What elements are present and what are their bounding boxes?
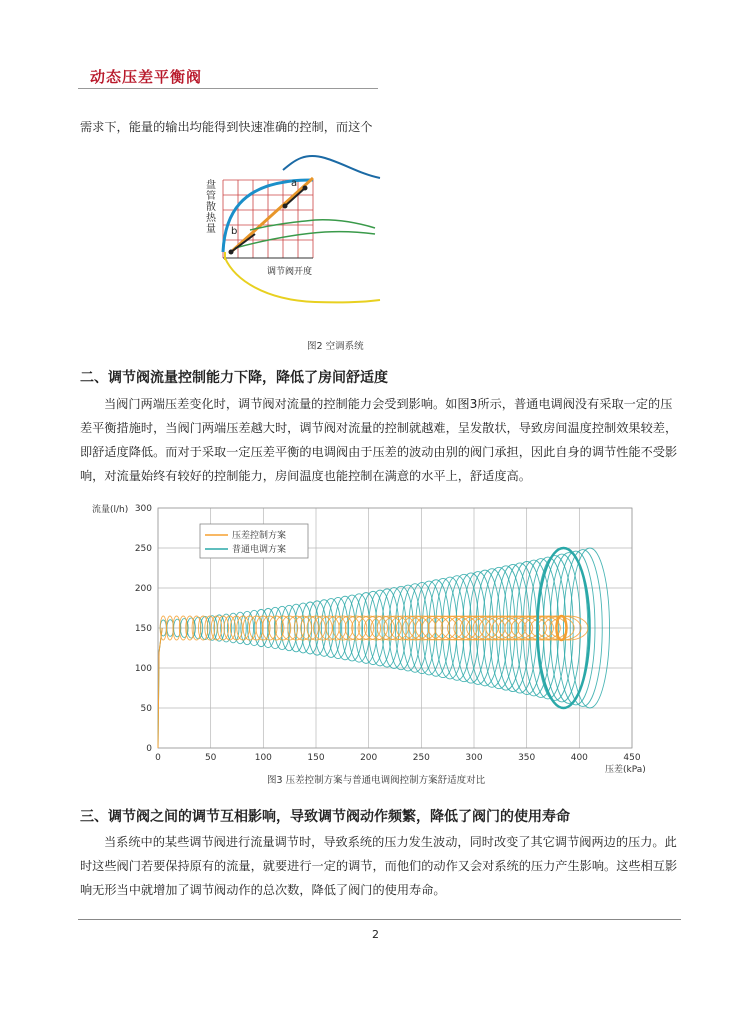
y-tick-label: 150 bbox=[134, 624, 152, 634]
figure-3-chart bbox=[80, 500, 680, 785]
valve-linear-line bbox=[231, 178, 313, 252]
chart-series bbox=[158, 548, 610, 748]
x-tick-label: 400 bbox=[570, 753, 588, 763]
x-tick-label: 300 bbox=[465, 753, 483, 763]
y-axis-label: 流量(l/h) bbox=[92, 505, 129, 515]
section-3-paragraph: 当系统中的某些调节阀进行流量调节时，导致系统的压力发生波动，同时改变了其它调节阀两边的压力。此时这些阀门若要保持原有的流量，就要进行一定的调节，而他们的动作又会对系统的压力产生影响。这些相互影响无形当中就增加了调节阀动作的总次数，降低了阀门的使用寿命。 bbox=[80, 835, 678, 897]
section-3-heading: 三、调节阀之间的调节互相影响，导致调节阀动作频繁，降低了阀门的使用寿命 bbox=[80, 809, 570, 825]
series-普通电调方案 bbox=[158, 548, 610, 748]
x-tick-label: 350 bbox=[518, 753, 536, 763]
top-wave-curve bbox=[283, 156, 380, 178]
x-tick-label: 150 bbox=[307, 753, 325, 763]
lower-yellow-curve bbox=[225, 258, 380, 302]
figure-3-caption: 图3 压差控制方案与普通电调阀控制方案舒适度对比 bbox=[267, 775, 486, 786]
legend-label-1: 普通电调方案 bbox=[232, 545, 287, 555]
point-a-label: a bbox=[291, 178, 298, 189]
x-tick-label: 450 bbox=[623, 753, 641, 763]
figure-2-caption: 图2 空调系统 bbox=[307, 341, 364, 352]
footer-divider bbox=[78, 919, 681, 920]
y-tick-label: 100 bbox=[134, 664, 152, 674]
document-title: 动态压差平衡阀 bbox=[90, 68, 203, 86]
figure-2-y-label: 盘管散热量 bbox=[206, 180, 216, 235]
figure-2-x-label: 调节阀开度 bbox=[267, 267, 313, 277]
point-b-label: b bbox=[231, 226, 238, 237]
page-number: 2 bbox=[372, 928, 379, 941]
point-marker bbox=[283, 204, 288, 209]
y-tick-label: 200 bbox=[134, 584, 152, 594]
section-2-paragraph: 当阀门两端压差变化时，调节阀对流量的控制能力会受到影响。如图3所示，普通电调阀没有采取一定的压差平衡措施时，当阀门两端压差越大时，调节阀对流量的控制就越难，呈发散状，导致房间温度控制效果较差，即舒适度降低。而对于采取一定压差平衡的电调阀由于压差的波动由别的阀门承担，因此自身的调节性能不受影响，对流量始终有较好的控制能力，房间温度也能控制在满意的水平上，舒适度高。 bbox=[80, 397, 678, 483]
point-marker bbox=[229, 250, 234, 255]
series-rise bbox=[158, 628, 162, 748]
figure-2-diagram bbox=[195, 140, 385, 320]
x-tick-label: 0 bbox=[155, 753, 161, 763]
intro-paragraph: 需求下，能量的输出均能得到快速准确的控制，而这个 bbox=[80, 120, 373, 134]
x-tick-label: 50 bbox=[204, 753, 217, 763]
x-tick-label: 100 bbox=[254, 753, 272, 763]
y-tick-label: 250 bbox=[134, 544, 152, 554]
header-divider bbox=[78, 88, 378, 89]
x-axis-label: 压差(kPa) bbox=[605, 765, 646, 775]
legend-label-0: 压差控制方案 bbox=[232, 531, 287, 541]
point-marker bbox=[303, 186, 308, 191]
x-tick-label: 250 bbox=[412, 753, 430, 763]
x-tick-label: 200 bbox=[360, 753, 378, 763]
section-2-heading: 二、调节阀流量控制能力下降，降低了房间舒适度 bbox=[80, 370, 388, 386]
chart-legend bbox=[200, 524, 308, 558]
y-tick-label: 0 bbox=[146, 744, 152, 754]
y-tick-label: 300 bbox=[134, 504, 152, 514]
y-tick-label: 50 bbox=[140, 704, 152, 714]
